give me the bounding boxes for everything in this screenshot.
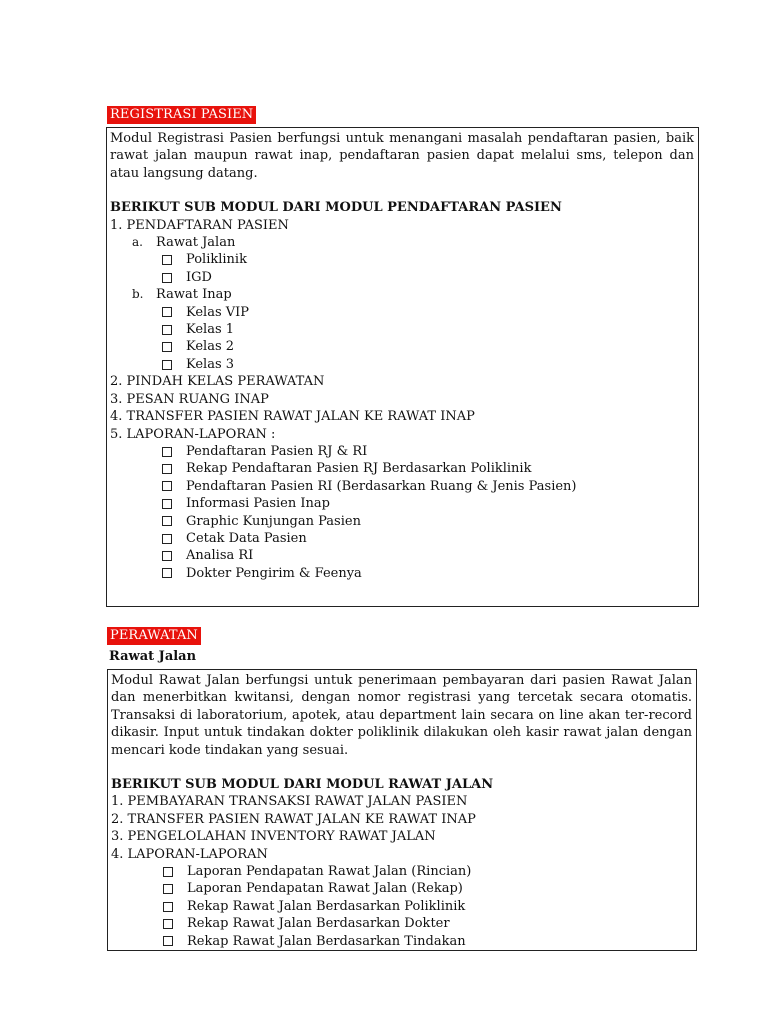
registrasi-box (106, 127, 699, 607)
list-item-label: Graphic Kunjungan Pasien (186, 513, 361, 529)
registrasi-item-2: 2. PINDAH KELAS PERAWATAN (110, 374, 325, 390)
registrasi-item-5: 5. LAPORAN-LAPORAN : (110, 426, 276, 442)
checkbox-icon (163, 884, 173, 894)
checkbox-icon (162, 534, 172, 544)
list-item-label: Rekap Rawat Jalan Berdasarkan Tindakan (187, 933, 466, 949)
checkbox-icon (163, 902, 173, 912)
list-item-label: Analisa RI (186, 548, 254, 564)
list-item (111, 915, 692, 932)
checkbox-icon (162, 447, 172, 457)
sub-item-rawat-inap (110, 286, 694, 303)
checkbox-icon (162, 551, 172, 561)
perawatan-item-4: 4. LAPORAN-LAPORAN (111, 846, 268, 862)
list-item (110, 478, 694, 495)
checkbox-icon (163, 867, 173, 877)
checkbox-icon (162, 325, 172, 335)
list-item (110, 304, 694, 321)
list-item-label: Rekap Rawat Jalan Berdasarkan Dokter (187, 916, 450, 932)
checkbox-icon (162, 568, 172, 578)
letter-b: b. (132, 287, 144, 302)
list-item (110, 443, 694, 460)
list-item (110, 269, 694, 286)
checkbox-icon (162, 499, 172, 509)
registrasi-item-1: 1. PENDAFTARAN PASIEN (110, 217, 289, 233)
list-item (110, 530, 694, 547)
perawatan-subtitle: Rawat Jalan (109, 649, 197, 664)
list-item (110, 495, 694, 512)
list-item (111, 880, 692, 897)
perawatan-box (107, 669, 697, 951)
checkbox-icon (163, 936, 173, 946)
list-item (110, 251, 694, 268)
registrasi-intro: Modul Registrasi Pasien berfungsi untuk menangani masalah pendaftaran pasien, baik rawat jalan maupun rawat inap, pendaftaran pasien dapat melalui sms, telepon dan atau langsung datang. (110, 131, 694, 181)
letter-a: a. (132, 235, 143, 250)
list-item-label: Kelas VIP (186, 304, 250, 320)
list-item-label: Rekap Pendaftaran Pasien RJ Berdasarkan Poliklinik (186, 461, 532, 477)
sub-item-label: Rawat Inap (156, 287, 232, 303)
checkbox-icon (162, 342, 172, 352)
list-item (111, 898, 692, 915)
registrasi-item-4: 4. TRANSFER PASIEN RAWAT JALAN KE RAWAT INAP (110, 409, 475, 425)
list-item (110, 356, 694, 373)
checkbox-icon (162, 360, 172, 370)
list-item (111, 933, 692, 950)
list-item-label: Kelas 3 (186, 356, 235, 372)
perawatan-item-2: 2. TRANSFER PASIEN RAWAT JALAN KE RAWAT INAP (111, 811, 476, 827)
sub-item-rawat-jalan (110, 234, 694, 251)
checkbox-icon (162, 273, 172, 283)
perawatan-submodul-title: BERIKUT SUB MODUL DARI MODUL RAWAT JALAN (111, 777, 494, 793)
perawatan-intro: Modul Rawat Jalan berfungsi untuk penerimaan pembayaran dari pasien Rawat Jalan dan menerbitkan kwitansi, dengan nomor registrasi yang tercetak secara otomatis. Transaksi di laboratorium, apotek, atau department lain secara on line akan ter-record dikasir. Input untuk tindakan dokter poliklinik dilakukan oleh kasir rawat jalan dengan mencari kode tindakan yang sesuai. (111, 673, 692, 758)
checkbox-icon (162, 255, 172, 265)
checkbox-icon (162, 516, 172, 526)
list-item-label: Informasi Pasien Inap (186, 496, 330, 512)
list-item-label: IGD (186, 269, 212, 285)
list-item (110, 547, 694, 564)
checkbox-icon (162, 481, 172, 491)
list-item-label: Kelas 2 (186, 339, 235, 355)
registrasi-submodul-title: BERIKUT SUB MODUL DARI MODUL PENDAFTARAN PASIEN (110, 200, 562, 216)
list-item-label: Kelas 1 (186, 322, 235, 338)
perawatan-header: PERAWATAN (107, 627, 201, 645)
perawatan-item-1: 1. PEMBAYARAN TRANSAKSI RAWAT JALAN PASIEN (111, 794, 468, 810)
list-item (110, 338, 694, 355)
list-item (110, 513, 694, 530)
sub-item-label: Rawat Jalan (156, 235, 236, 251)
list-item-label: Dokter Pengirim & Feenya (186, 565, 362, 581)
list-item (111, 863, 692, 880)
checkbox-icon (162, 307, 172, 317)
list-item (110, 565, 694, 582)
list-item-label: Laporan Pendapatan Rawat Jalan (Rekap) (187, 881, 463, 897)
list-item-label: Laporan Pendapatan Rawat Jalan (Rincian) (187, 864, 472, 880)
checkbox-icon (162, 464, 172, 474)
list-item-label: Rekap Rawat Jalan Berdasarkan Poliklinik (187, 898, 466, 914)
perawatan-item-3: 3. PENGELOLAHAN INVENTORY RAWAT JALAN (111, 829, 436, 845)
registrasi-item-3: 3. PESAN RUANG INAP (110, 391, 269, 407)
list-item-label: Pendaftaran Pasien RJ & RI (186, 443, 368, 459)
list-item (110, 460, 694, 477)
list-item (110, 321, 694, 338)
checkbox-icon (163, 919, 173, 929)
list-item-label: Cetak Data Pasien (186, 530, 307, 546)
registrasi-header: REGISTRASI PASIEN (107, 106, 256, 124)
list-item-label: Poliklinik (186, 252, 247, 268)
list-item-label: Pendaftaran Pasien RI (Berdasarkan Ruang & Jenis Pasien) (186, 478, 577, 494)
